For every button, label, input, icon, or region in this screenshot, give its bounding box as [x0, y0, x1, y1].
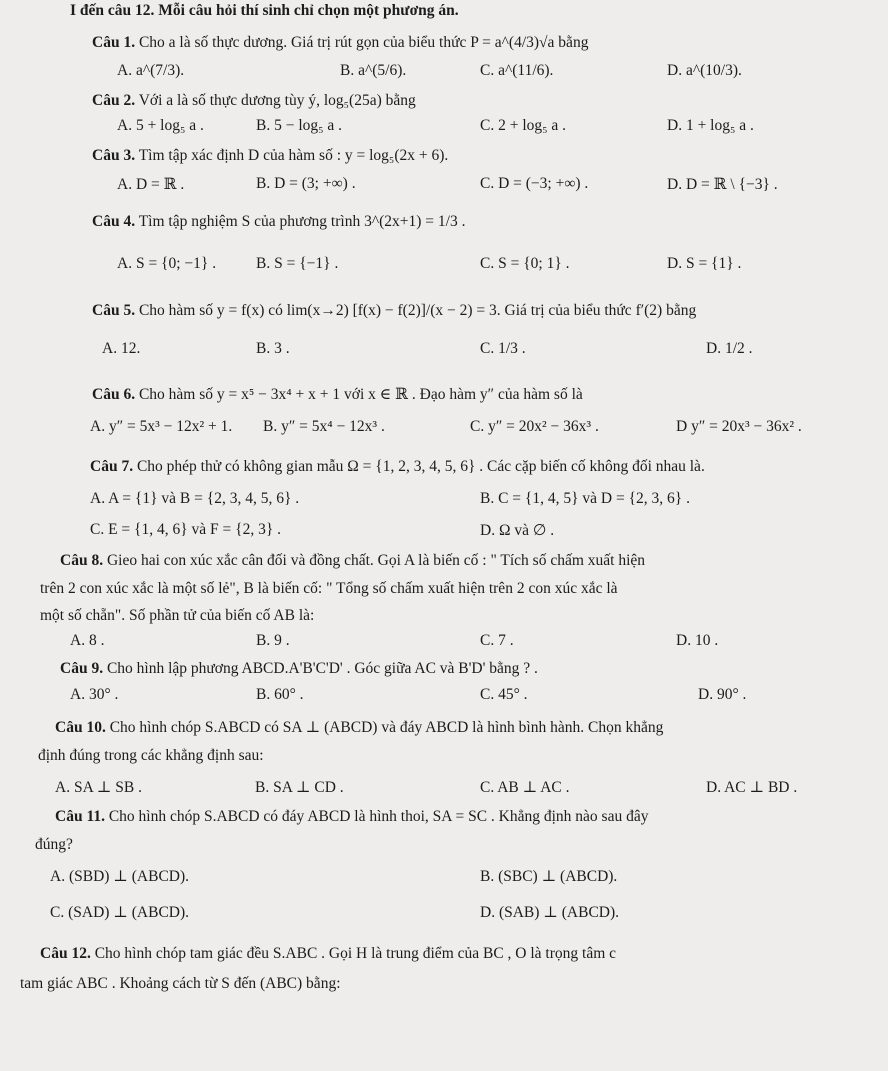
option-c: C. E = {1, 4, 6} và F = {2, 3} . [90, 521, 282, 538]
question-text: Cho hình chóp S.ABCD có SA ⊥ (ABCD) và đáy ABCD là hình bình hành. Chọn khẳng [109, 719, 664, 736]
question-label: Câu 9. [60, 660, 104, 677]
question-8 [60, 552, 645, 570]
option-b: B. 60° . [256, 686, 304, 703]
option-d: D. a^(10/3). [667, 62, 742, 79]
question-text-line: định đúng trong các khẳng định sau: [38, 747, 264, 764]
option-d: D. Ω và ∅ . [480, 522, 555, 539]
option-c: C. a^(11/6). [480, 62, 554, 79]
question-label: Câu 3. [92, 147, 136, 164]
option-b: B. C = {1, 4, 5} và D = {2, 3, 6} . [480, 490, 690, 507]
option-a: A. S = {0; −1} . [117, 255, 217, 272]
section-header: I đến câu 12. Mỗi câu hỏi thí sinh chỉ chọn một phương án. [70, 2, 459, 19]
option-d: D. AC ⊥ BD . [706, 779, 798, 796]
option-d: D. 1 + log₅ a . [667, 117, 754, 134]
option-c: C. 7 . [480, 632, 514, 649]
question-label: Câu 7. [90, 458, 134, 475]
question-label: Câu 8. [60, 552, 104, 569]
question-1 [92, 34, 588, 52]
option-d: D. (SAB) ⊥ (ABCD). [480, 904, 620, 921]
option-b: B. a^(5/6). [340, 62, 407, 79]
option-a: A. 30° . [70, 686, 119, 703]
question-10 [55, 718, 663, 737]
question-4 [92, 213, 465, 231]
option-c: C. AB ⊥ AC . [480, 779, 570, 796]
option-a: A. 8 . [70, 632, 105, 649]
option-d: D. D = ℝ \ {−3} . [667, 176, 778, 193]
question-label: Câu 6. [92, 386, 136, 403]
option-d: D. 10 . [676, 632, 719, 649]
option-b: B. y″ = 5x⁴ − 12x³ . [263, 418, 385, 435]
question-6 [92, 385, 583, 404]
question-label: Câu 11. [55, 808, 105, 825]
question-7 [90, 458, 705, 476]
option-c: C. (SAD) ⊥ (ABCD). [50, 904, 190, 921]
option-b: B. 9 . [256, 632, 290, 649]
question-label: Câu 12. [40, 945, 91, 962]
option-c: C. 45° . [480, 686, 528, 703]
option-c: C. 1/3 . [480, 340, 526, 357]
option-d: D. 1/2 . [706, 340, 753, 357]
option-a: A. y″ = 5x³ − 12x² + 1. [90, 418, 233, 435]
option-c: C. 2 + log₅ a . [480, 117, 567, 134]
question-11 [55, 808, 648, 826]
option-c: C. y″ = 20x² − 36x³ . [470, 418, 599, 435]
option-d: D. 90° . [698, 686, 747, 703]
option-b: B. 5 − log₅ a . [256, 117, 343, 134]
question-label: Câu 5. [92, 302, 136, 319]
question-text: Cho a là số thực dương. Giá trị rút gọn của biểu thức P = a^(4/3)√a bằng [138, 34, 589, 51]
question-2 [92, 92, 416, 110]
question-text: Cho hình chóp S.ABCD có đáy ABCD là hình thoi, SA = SC . Khẳng định nào sau đây [108, 808, 649, 825]
question-label: Câu 4. [92, 213, 136, 230]
question-label: Câu 2. [92, 92, 136, 109]
option-b: B. 3 . [256, 340, 290, 357]
option-a: A. 12. [102, 340, 141, 357]
question-text: Cho phép thử có không gian mẫu Ω = {1, 2, 3, 4, 5, 6} . Các cặp biến cố không đối nhau là. [136, 458, 705, 475]
option-a: A. A = {1} và B = {2, 3, 4, 5, 6} . [90, 490, 300, 507]
option-c: C. D = (−3; +∞) . [480, 175, 589, 192]
question-label: Câu 10. [55, 719, 106, 736]
question-text: Tìm tập nghiệm S của phương trình 3^(2x+1) = 1/3 . [138, 213, 466, 230]
option-b: B. SA ⊥ CD . [255, 779, 344, 796]
question-text-line: tam giác ABC . Khoảng cách từ S đến (ABC) bằng: [20, 975, 341, 992]
option-a: A. D = ℝ . [117, 176, 185, 193]
question-9 [60, 660, 538, 678]
option-a: A. 5 + log₅ a . [117, 117, 204, 134]
option-b: B. D = (3; +∞) . [256, 175, 356, 192]
question-text-line: đúng? [35, 836, 73, 853]
question-5 [92, 302, 696, 320]
question-12 [40, 945, 616, 963]
option-a: A. a^(7/3). [117, 62, 185, 79]
question-text: Tìm tập xác định D của hàm số : y = log₅(2x + 6). [138, 147, 449, 164]
question-text: Cho hàm số y = x⁵ − 3x⁴ + x + 1 với x ∈ ℝ . Đạo hàm y″ của hàm số là [138, 386, 583, 403]
question-text-line: trên 2 con xúc xắc là một số lẻ", B là biến cố: " Tổng số chấm xuất hiện trên 2 con xúc xắc là [40, 580, 618, 597]
option-c: C. S = {0; 1} . [480, 255, 570, 272]
option-b: B. (SBC) ⊥ (ABCD). [480, 868, 618, 885]
question-label: Câu 1. [92, 34, 136, 51]
question-3 [92, 147, 448, 165]
question-text: Cho hình lập phương ABCD.A'B'C'D' . Góc giữa AC và B'D' bằng ? . [106, 660, 538, 677]
option-d: D y″ = 20x³ − 36x² . [676, 418, 802, 435]
question-text: Với a là số thực dương tùy ý, log₅(25a) bằng [138, 92, 416, 109]
option-a: A. (SBD) ⊥ (ABCD). [50, 868, 190, 885]
question-text: Cho hàm số y = f(x) có lim(x→2) [f(x) − f(2)]/(x − 2) = 3. Giá trị của biểu thức f′(2) bằng [138, 302, 697, 319]
question-text: Cho hình chóp tam giác đều S.ABC . Gọi H là trung điểm của BC , O là trọng tâm c [94, 945, 617, 962]
option-d: D. S = {1} . [667, 255, 742, 272]
option-a: A. SA ⊥ SB . [55, 779, 142, 796]
question-text: Gieo hai con xúc xắc cân đối và đồng chất. Gọi A là biến cố : " Tích số chấm xuất hiện [106, 552, 646, 569]
option-b: B. S = {−1} . [256, 255, 339, 272]
question-text-line: một số chẵn". Số phần tử của biến cố AB là: [40, 607, 315, 624]
